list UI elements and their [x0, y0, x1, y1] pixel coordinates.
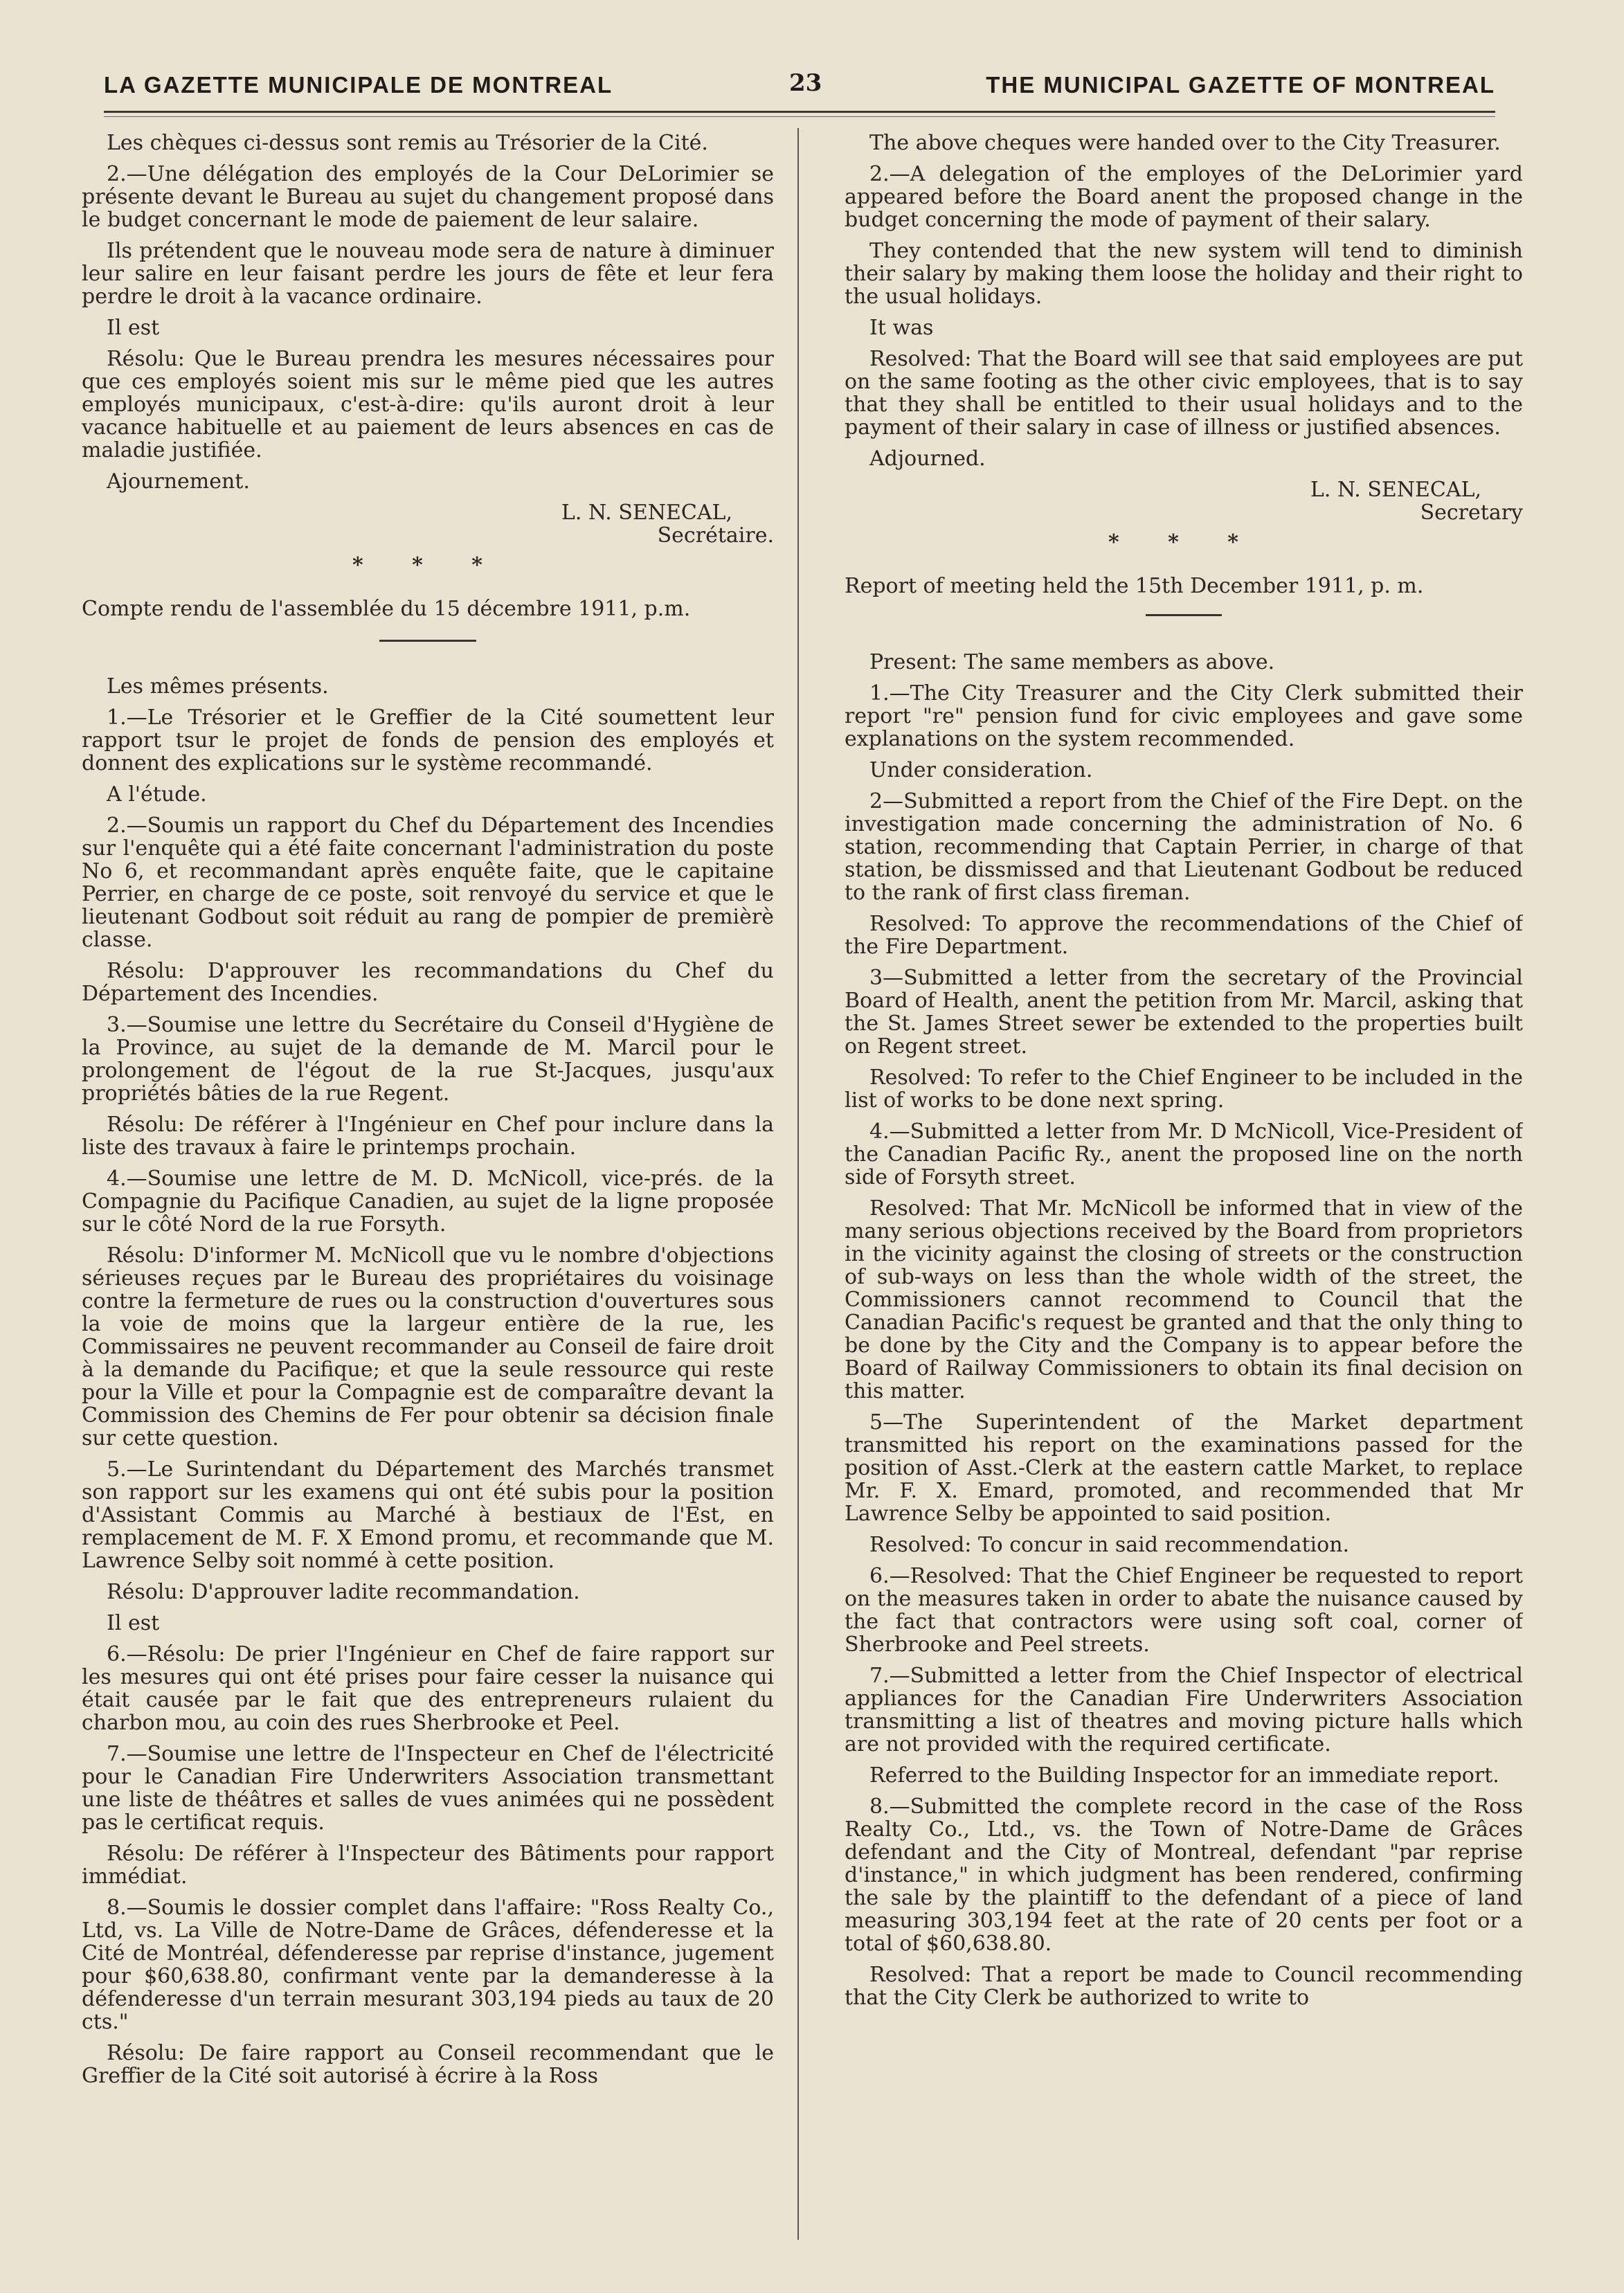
page-header	[104, 64, 1495, 105]
paragraph: 6.—Resolved: That the Chief Engineer be requested to report on the measures taken in order to abate the nuisance caused by the fact that contractors were using soft coal, corner of Sherbrooke and Peel streets.	[845, 1564, 1523, 1657]
paragraph: Resolved: That a report be made to Council recommending that the City Clerk be authorized to write to	[845, 1963, 1523, 2010]
paragraph: Résolu: De référer à l'Ingénieur en Chef pour inclure dans la liste des travaux à faire le printemps prochain.	[82, 1113, 774, 1160]
section-stars: * * *	[1108, 530, 1259, 555]
paragraph: 2—Submitted a report from the Chief of the Fire Dept. on the investigation made concerning the administration of No. 6 station, recommending that Captain Perrier, in charge of that station, be dissmissed and that Lieutenant Godbout be reduced to the rank of first class fireman.	[845, 789, 1523, 905]
paragraph: 4.—Submitted a letter from Mr. D McNicoll, Vice-President of the Canadian Pacific Ry., anent the proposed line on the north side of Forsyth street.	[845, 1119, 1523, 1189]
paragraph: Les chèques ci-dessus sont remis au Trésorier de la Cité.	[107, 132, 708, 155]
paragraph: Résolu: De référer à l'Inspecteur des Bâtiments pour rapport immédiat.	[82, 1842, 774, 1889]
paragraph: Il est	[107, 316, 160, 340]
paragraph: 1.—Le Trésorier et le Greffier de la Cité soumettent leur rapport tsur le projet de fonds de pension des employés et donnent des explications sur le système recommandé.	[82, 705, 774, 775]
english-column	[845, 132, 1523, 2271]
paragraph: Resolved: That the Board will see that said employees are put on the same footing as the other civic employees, that is to say that they shall be entitled to their usual holidays and to the payment of their salary in case of illness or justified absences.	[845, 347, 1523, 440]
paragraph: 8.—Soumis le dossier complet dans l'affaire: "Ross Realty Co., Ltd, vs. La Ville de Notre-Dame de Grâces, défenderesse et la Cité de Montréal, défenderesse par reprise d'instance, jugement pour $60,638.80, confirmant vente par la demanderesse à la défenderesse d'un terrain mesurant 303,194 pieds au taux de 20 cts."	[82, 1896, 774, 2034]
signature-title: Secretary	[1420, 501, 1523, 525]
paragraph: Resolved: To refer to the Chief Engineer to be included in the list of works to be done next spring.	[845, 1065, 1523, 1113]
header-rule-thin	[104, 116, 1495, 117]
paragraph: Resolved: That Mr. McNicoll be informed that in view of the many serious objections received by the Board from proprietors in the vicinity against the closing of streets or the construction of sub-ways on less than the whole width of the street, the Commissioners cannot recommend to Council that the Canadian Pacific's request be granted and that the only thing to be done by the City and the Company is to appear before the Board of Railway Commissioners to obtain its final decision on this matter.	[845, 1196, 1523, 1403]
paragraph: 2.—Une délégation des employés de la Cour DeLorimier se présente devant le Bureau au sujet du changement proposé dans le budget concernant le mode de paiement de leur salaire.	[82, 162, 774, 232]
signature-title: Secrétaire.	[657, 523, 774, 548]
paragraph: Present: The same members as above.	[869, 650, 1275, 674]
paragraph: Ils prétendent que le nouveau mode sera de nature à diminuer leur salire en leur faisant perdre les jours de fête et leur fera perdre le droit à la vacance ordinaire.	[82, 239, 774, 309]
column-divider	[797, 128, 799, 2240]
paragraph: Referred to the Building Inspector for an immediate report.	[869, 1763, 1499, 1788]
paragraph: Il est	[107, 1611, 160, 1635]
paragraph: Résolu: D'informer M. McNicoll que vu le nombre d'objections sérieuses reçues par le Bureau des propriétaires du voisinage contre la fermeture de rues ou la construction d'ouvertures sous la voie de moins que la largeur entière de la rue, les Commissaires ne peuvent recommander au Conseil de faire droit à la demande du Pacifique; et que la seule ressource qui reste pour la Ville et pour la Compagnie est de comparaître devant la Commission des Chemins de Fer pour obtenir sa décision finale sur cette question.	[82, 1243, 774, 1450]
paragraph: 6.—Résolu: De prier l'Ingénieur en Chef de faire rapport sur les mesures qui ont été prises pour faire cesser la nuisance qui était causée par le fait que des entrepreneurs rulaient du charbon mou, au coin des rues Sherbrooke et Peel.	[82, 1642, 774, 1735]
paragraph: Résolu: D'approuver les recommandations du Chef du Département des Incendies.	[82, 959, 774, 1006]
section-stars: * * *	[352, 553, 503, 577]
french-column	[82, 132, 774, 2271]
paragraph: 4.—Soumise une lettre de M. D. McNicoll, vice-prés. de la Compagnie du Pacifique Canadien, au sujet de la ligne proposée sur le côté Nord de la rue Forsyth.	[82, 1167, 774, 1237]
section-title: Report of meeting held the 15th December 1911, p. m.	[845, 574, 1424, 598]
header-french-title: LA GAZETTE MUNICIPALE DE MONTREAL	[104, 72, 613, 98]
paragraph: 7.—Submitted a letter from the Chief Inspector of electrical appliances for the Canadian Fire Underwriters Association transmitting a list of theatres and moving picture halls which are not provided with the required certificate.	[845, 1664, 1523, 1756]
signature-name: L. N. SENECAL,	[561, 501, 732, 525]
header-english-title: THE MUNICIPAL GAZETTE OF MONTREAL	[986, 72, 1495, 98]
page-number: 23	[789, 69, 822, 97]
paragraph: Resolved: To approve the recommendations of the Chief of the Fire Department.	[845, 912, 1523, 959]
paragraph: 2.—A delegation of the employes of the DeLorimier yard appeared before the Board anent the proposed change in the budget concerning the mode of payment of their salary.	[845, 162, 1523, 232]
paragraph: 5.—Le Surintendant du Département des Marchés transmet son rapport sur les examens qui ont été subis pour la position d'Assistant Commis au Marché à bestiaux de l'Est, en remplacement de M. F. X Emond promu, et recommande que M. Lawrence Selby soit nommé à cette position.	[82, 1457, 774, 1573]
paragraph: 8.—Submitted the complete record in the case of the Ross Realty Co., Ltd., vs. the Town of Notre-Dame de Grâces defendant and the City of Montreal, defendant "par reprise d'instance," in which judgment has been rendered, confirming the sale by the plaintiff to the defendant of a piece of land measuring 303,194 feet at the rate of 20 cents per foot or a total of $60,638.80.	[845, 1795, 1523, 1956]
paragraph: 2.—Soumis un rapport du Chef du Département des Incendies sur l'enquête qui a été faite concernant l'administration du poste No 6, et recommandant après enquête faite, que le capitaine Perrier, en charge de ce poste, soit renvoyé du service et que le lieutenant Godbout soit réduit au rang de pompier de premièrè classe.	[82, 813, 774, 952]
section-rule	[1146, 614, 1222, 616]
paragraph: They contended that the new system will tend to diminish their salary by making them loose the holiday and their right to the usual holidays.	[845, 239, 1523, 309]
header-rule	[104, 111, 1495, 113]
section-title: Compte rendu de l'assemblée du 15 décembre 1911, p.m.	[82, 597, 691, 621]
paragraph: Résolu: Que le Bureau prendra les mesures nécessaires pour que ces employés soient mis sur le même pied que les autres employés municipaux, c'est-à-dire: qu'ils auront droit à leur vacance habituelle et au paiement de leurs absences en cas de maladie justifiée.	[82, 347, 774, 462]
paragraph: Adjourned.	[869, 447, 986, 471]
paragraph: It was	[869, 316, 934, 340]
signature	[845, 478, 1523, 524]
signature-name: L. N. SENECAL,	[1310, 478, 1481, 502]
paragraph: Les mêmes présents.	[107, 674, 329, 699]
paragraph: A l'étude.	[107, 782, 207, 807]
section-rule	[379, 640, 476, 642]
paragraph: 5—The Superintendent of the Market department transmitted his report on the examinations passed for the position of Asst.-Clerk at the eastern cattle Market, to replace Mr. F. X. Emard, promoted, and recommended that Mr Lawrence Selby be appointed to said position.	[845, 1410, 1523, 1526]
paragraph: 1.—The City Treasurer and the City Clerk submitted their report "re" pension fund for civic employees and gave some explanations on the system recommended.	[845, 681, 1523, 751]
paragraph: 3.—Soumise une lettre du Secrétaire du Conseil d'Hygiène de la Province, au sujet de la demande de M. Marcil pour le prolongement de l'égout de la rue St-Jacques, jusqu'aux propriétés bâties de la rue Regent.	[82, 1013, 774, 1106]
paragraph: Ajournement.	[107, 469, 250, 494]
paragraph: 3—Submitted a letter from the secretary of the Provincial Board of Health, anent the petition from Mr. Marcil, asking that the St. James Street sewer be extended to the properties built on Regent street.	[845, 966, 1523, 1059]
paragraph: The above cheques were handed over to the City Treasurer.	[869, 132, 1501, 155]
signature	[82, 501, 774, 547]
paragraph: Resolved: To concur in said recommendation.	[869, 1533, 1350, 1557]
paragraph: Résolu: De faire rapport au Conseil recommendant que le Greffier de la Cité soit autorisé à écrire à la Ross	[82, 2041, 774, 2088]
paragraph: Résolu: D'approuver ladite recommandation.	[107, 1580, 580, 1604]
paragraph: Under consideration.	[869, 758, 1093, 782]
paragraph: 7.—Soumise une lettre de l'Inspecteur en Chef de l'électricité pour le Canadian Fire Underwriters Association transmettant une liste de théâtres et salles de vues animées qui ne possèdent pas le certificat requis.	[82, 1742, 774, 1835]
